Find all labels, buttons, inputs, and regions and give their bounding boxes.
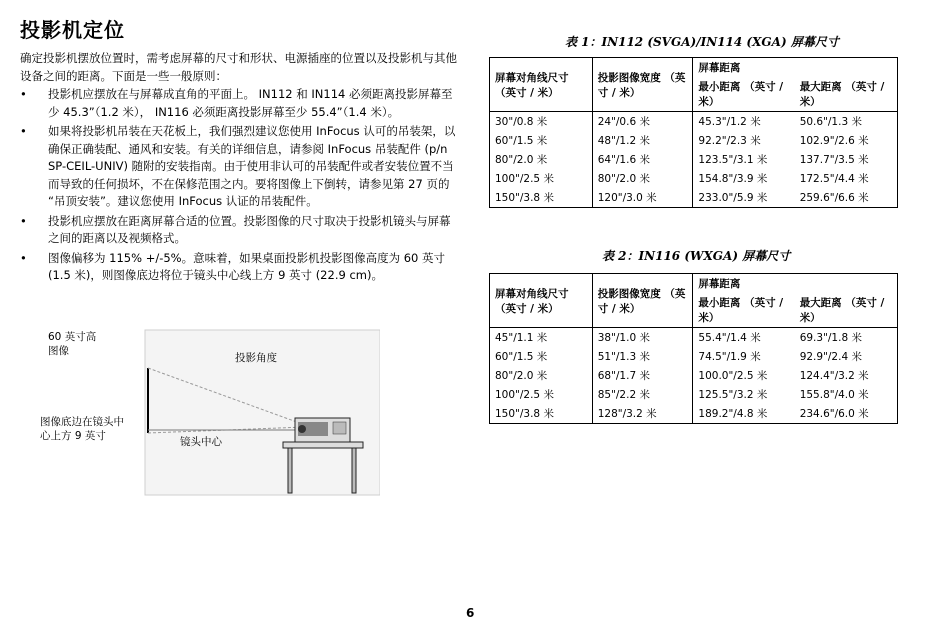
column-header-diagonal: 屏幕对角线尺寸 （英寸 / 米） [490, 58, 593, 112]
table-cell: 38"/1.0 米 [592, 328, 693, 348]
image-offset-label: 图像底边在镜头中 心上方 9 英寸 [40, 416, 124, 442]
projection-diagram [30, 325, 380, 500]
table-cell: 80"/2.0 米 [490, 150, 593, 169]
table-row [490, 385, 898, 404]
table-cell: 48"/1.2 米 [592, 131, 693, 150]
image-height-label: 60 英寸高 图像 [48, 331, 97, 357]
column-header-max: 最大距离 （英寸 / 米） [795, 77, 898, 112]
table-cell: 69.3"/1.8 米 [799, 332, 862, 344]
table-cell: 85"/2.2 米 [592, 385, 693, 404]
table-cell: 80"/2.0 米 [490, 366, 593, 385]
table-cell: 123.5"/3.1 米 [698, 154, 768, 166]
table-cell: 100"/2.5 米 [490, 385, 593, 404]
table-row [490, 150, 898, 169]
table-row [490, 169, 898, 188]
column-header-min: 最小距离 （英寸 / 米） [693, 77, 795, 112]
table-cell: 60"/1.5 米 [490, 131, 593, 150]
table-cell: 124.4"/3.2 米 [799, 370, 869, 382]
column-header-width: 投影图像宽度 （英寸 / 米） [592, 58, 693, 112]
column-header-width: 投影图像宽度 （英寸 / 米） [592, 274, 693, 328]
table-cell: 155.8"/4.0 米 [799, 389, 869, 401]
table-cell: 128"/3.2 米 [592, 404, 693, 424]
table-cell: 102.9"/2.6 米 [799, 135, 869, 147]
screen-size-table [489, 273, 898, 424]
bullet-icon: • [20, 250, 27, 265]
table-cell: 137.7"/3.5 米 [799, 154, 869, 166]
bullet-icon: • [20, 213, 27, 228]
lens-center-label: 镜头中心 [180, 436, 222, 448]
list-item-text: 如果将投影机吊装在天花板上，我们强烈建议您使用 InFocus 认可的吊装架，以确保正确装配、通风和安装。有关的详细信息，请参阅 InFocus 吊装配件 (p/n SP-CEIL-UNIV) 随附的安装指南。由于使用非认可的吊装配件或者安装位置不当而导致的任何损坏，不在保修范围之内。要将图像上下倒转，请参见第 27 页的 “吊顶安装”。建议您使用 InFocus 认证的吊装配件。 [48, 124, 456, 208]
table-cell: 150"/3.8 米 [490, 404, 593, 424]
table-row [490, 366, 898, 385]
column-header-min: 最小距离 （英寸 / 米） [693, 293, 795, 328]
table-cell: 259.6"/6.6 米 [799, 192, 869, 204]
list-item-text: 图像偏移为 115% +/-5%。意味着，如果桌面投影机投影图像高度为 60 英寸 (1.5 米)，则图像底边将位于镜头中心线上方 9 英寸 (22.9 cm)。 [48, 250, 446, 282]
bullet-icon: • [20, 87, 27, 101]
list-item-text: 投影机应摆放在与屏幕成直角的平面上。 IN112 和 IN114 必须距离投影屏幕至少 45.3”（1.2 米）， IN116 必须距离投影屏幕至少 55.4”（1.4 米）。 [48, 87, 453, 119]
table-row [490, 347, 898, 366]
table-cell: 189.2"/4.8 米 [698, 408, 768, 420]
table-cell: 60"/1.5 米 [490, 347, 593, 366]
table-cell: 234.6"/6.0 米 [799, 408, 869, 420]
table-cell: 74.5"/1.9 米 [698, 351, 761, 363]
guideline-list [20, 86, 460, 287]
table-cell: 50.6"/1.3 米 [799, 116, 862, 128]
screen-size-table [489, 57, 898, 208]
column-header-distance: 屏幕距离 [698, 278, 741, 290]
table-cell: 125.5"/3.2 米 [698, 389, 768, 401]
table-cell: 92.2"/2.3 米 [698, 135, 761, 147]
projector-icon [295, 418, 350, 442]
table-cell: 51"/1.3 米 [592, 347, 693, 366]
table-caption: 表 2：IN116 (WXGA) 屏幕尺寸 [602, 249, 791, 263]
table-row [490, 188, 898, 208]
table-cell: 30"/0.8 米 [490, 112, 593, 132]
table-row [490, 404, 898, 424]
table-cell: 100.0"/2.5 米 [698, 370, 768, 382]
list-item [20, 86, 460, 121]
column-header-diagonal: 屏幕对角线尺寸 （英寸 / 米） [490, 274, 593, 328]
table-cell: 55.4"/1.4 米 [698, 332, 761, 344]
table-cell: 64"/1.6 米 [592, 150, 693, 169]
table-row [490, 112, 898, 132]
page-title: 投影机定位 [20, 18, 125, 42]
table-cell: 68"/1.7 米 [592, 366, 693, 385]
table-cell: 100"/2.5 米 [490, 169, 593, 188]
table-cell: 120"/3.0 米 [592, 188, 693, 208]
table-cell: 92.9"/2.4 米 [799, 351, 862, 363]
list-item [20, 213, 460, 248]
table-row [490, 131, 898, 150]
table-cell: 172.5"/4.4 米 [799, 173, 869, 185]
table-cell: 233.0"/5.9 米 [698, 192, 768, 204]
table-cell: 80"/2.0 米 [592, 169, 693, 188]
table-cell: 45"/1.1 米 [490, 328, 593, 348]
table-caption: 表 1：IN112 (SVGA)/IN114 (XGA) 屏幕尺寸 [565, 35, 839, 49]
table-cell: 154.8"/3.9 米 [698, 173, 768, 185]
column-header-distance: 屏幕距离 [698, 62, 741, 74]
intro-paragraph: 确定投影机摆放位置时，需考虑屏幕的尺寸和形状、电源插座的位置以及投影机与其他设备之间的距离。下面是一些一般原则： [20, 51, 457, 83]
table-cell: 24"/0.6 米 [592, 112, 693, 132]
column-header-max: 最大距离 （英寸 / 米） [795, 293, 898, 328]
table-cell: 45.3"/1.2 米 [698, 116, 761, 128]
table-row [490, 328, 898, 348]
bullet-icon: • [20, 124, 27, 138]
page-number: 6 [466, 606, 475, 620]
list-item [20, 250, 460, 285]
list-item-text: 投影机应摆放在距离屏幕合适的位置。投影图像的尺寸取决于投影机镜头与屏幕之间的距离以及视频格式。 [48, 213, 451, 245]
projection-angle-label: 投影角度 [235, 352, 277, 364]
table-cell: 150"/3.8 米 [490, 188, 593, 208]
list-item [20, 123, 460, 211]
